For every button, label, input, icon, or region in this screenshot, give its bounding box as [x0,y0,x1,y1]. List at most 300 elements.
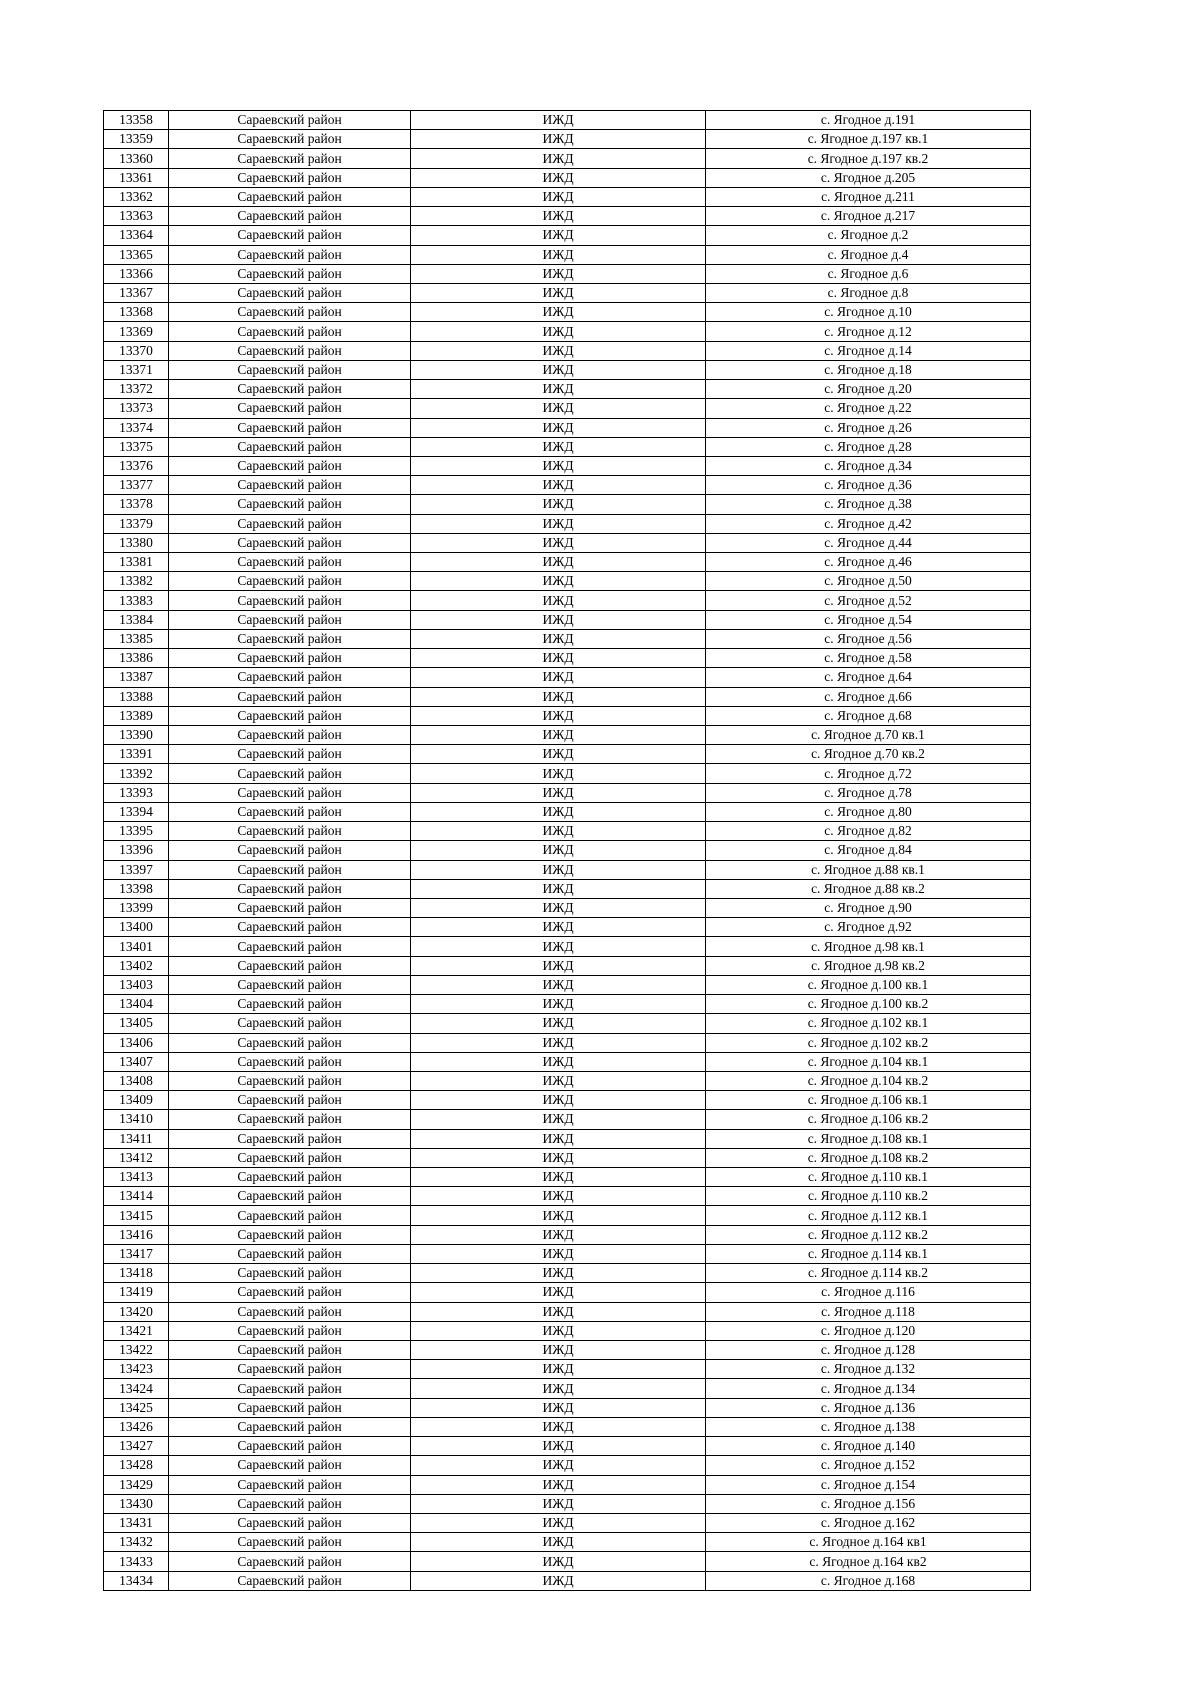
building-type-cell: ИЖД [411,1341,706,1360]
district-cell: Сараевский район [169,264,411,283]
district-cell: Сараевский район [169,495,411,514]
table-row [104,649,1031,668]
address-cell: с. Ягодное д.132 [706,1360,1031,1379]
district-cell: Сараевский район [169,898,411,917]
record-number-cell: 13381 [104,553,169,572]
building-type-cell: ИЖД [411,399,706,418]
record-number-cell: 13409 [104,1091,169,1110]
building-type-cell: ИЖД [411,822,706,841]
address-cell: с. Ягодное д.118 [706,1302,1031,1321]
table-row [104,860,1031,879]
district-cell: Сараевский район [169,207,411,226]
building-type-cell: ИЖД [411,1187,706,1206]
district-cell: Сараевский район [169,187,411,206]
address-cell: с. Ягодное д.88 кв.2 [706,879,1031,898]
building-type-cell: ИЖД [411,687,706,706]
address-cell: с. Ягодное д.162 [706,1513,1031,1532]
record-number-cell: 13424 [104,1379,169,1398]
table-row [104,1168,1031,1187]
table-row [104,1321,1031,1340]
address-cell: с. Ягодное д.34 [706,456,1031,475]
district-cell: Сараевский район [169,1264,411,1283]
table-row [104,1148,1031,1167]
district-cell: Сараевский район [169,1341,411,1360]
district-cell: Сараевский район [169,956,411,975]
table-row [104,553,1031,572]
address-cell: с. Ягодное д.88 кв.1 [706,860,1031,879]
record-number-cell: 13429 [104,1475,169,1494]
address-cell: с. Ягодное д.102 кв.2 [706,1033,1031,1052]
table-row [104,437,1031,456]
table-row [104,1437,1031,1456]
district-cell: Сараевский район [169,476,411,495]
record-number-cell: 13427 [104,1437,169,1456]
registry-table [103,110,1031,1591]
building-type-cell: ИЖД [411,1168,706,1187]
address-cell: с. Ягодное д.112 кв.1 [706,1206,1031,1225]
building-type-cell: ИЖД [411,745,706,764]
address-cell: с. Ягодное д.128 [706,1341,1031,1360]
address-cell: с. Ягодное д.138 [706,1417,1031,1436]
table-row [104,1360,1031,1379]
district-cell: Сараевский район [169,918,411,937]
district-cell: Сараевский район [169,1475,411,1494]
district-cell: Сараевский район [169,1379,411,1398]
building-type-cell: ИЖД [411,187,706,206]
address-cell: с. Ягодное д.8 [706,283,1031,302]
building-type-cell: ИЖД [411,1244,706,1263]
table-row [104,1052,1031,1071]
district-cell: Сараевский район [169,1206,411,1225]
address-cell: с. Ягодное д.44 [706,533,1031,552]
address-cell: с. Ягодное д.108 кв.2 [706,1148,1031,1167]
record-number-cell: 13396 [104,841,169,860]
building-type-cell: ИЖД [411,322,706,341]
district-cell: Сараевский район [169,975,411,994]
district-cell: Сараевский район [169,745,411,764]
building-type-cell: ИЖД [411,726,706,745]
record-number-cell: 13414 [104,1187,169,1206]
address-cell: с. Ягодное д.152 [706,1456,1031,1475]
table-row [104,687,1031,706]
building-type-cell: ИЖД [411,1283,706,1302]
building-type-cell: ИЖД [411,553,706,572]
address-cell: с. Ягодное д.136 [706,1398,1031,1417]
table-row [104,226,1031,245]
district-cell: Сараевский район [169,437,411,456]
district-cell: Сараевский район [169,226,411,245]
table-row [104,264,1031,283]
record-number-cell: 13387 [104,668,169,687]
district-cell: Сараевский район [169,553,411,572]
address-cell: с. Ягодное д.66 [706,687,1031,706]
table-row [104,456,1031,475]
district-cell: Сараевский район [169,995,411,1014]
address-cell: с. Ягодное д.84 [706,841,1031,860]
table-row [104,1033,1031,1052]
record-number-cell: 13397 [104,860,169,879]
building-type-cell: ИЖД [411,283,706,302]
table-row [104,918,1031,937]
record-number-cell: 13378 [104,495,169,514]
address-cell: с. Ягодное д.4 [706,245,1031,264]
address-cell: с. Ягодное д.164 кв2 [706,1552,1031,1571]
district-cell: Сараевский район [169,668,411,687]
registry-table-body [104,111,1031,1591]
record-number-cell: 13375 [104,437,169,456]
table-row [104,764,1031,783]
building-type-cell: ИЖД [411,380,706,399]
building-type-cell: ИЖД [411,1417,706,1436]
address-cell: с. Ягодное д.110 кв.2 [706,1187,1031,1206]
address-cell: с. Ягодное д.38 [706,495,1031,514]
district-cell: Сараевский район [169,1071,411,1090]
building-type-cell: ИЖД [411,245,706,264]
table-row [104,418,1031,437]
record-number-cell: 13431 [104,1513,169,1532]
building-type-cell: ИЖД [411,995,706,1014]
table-row [104,1206,1031,1225]
building-type-cell: ИЖД [411,1456,706,1475]
record-number-cell: 13403 [104,975,169,994]
building-type-cell: ИЖД [411,533,706,552]
record-number-cell: 13411 [104,1129,169,1148]
record-number-cell: 13426 [104,1417,169,1436]
building-type-cell: ИЖД [411,418,706,437]
address-cell: с. Ягодное д.68 [706,706,1031,725]
district-cell: Сараевский район [169,1244,411,1263]
record-number-cell: 13410 [104,1110,169,1129]
record-number-cell: 13407 [104,1052,169,1071]
building-type-cell: ИЖД [411,572,706,591]
record-number-cell: 13380 [104,533,169,552]
record-number-cell: 13412 [104,1148,169,1167]
address-cell: с. Ягодное д.18 [706,360,1031,379]
address-cell: с. Ягодное д.100 кв.2 [706,995,1031,1014]
table-row [104,937,1031,956]
record-number-cell: 13417 [104,1244,169,1263]
district-cell: Сараевский район [169,1571,411,1590]
record-number-cell: 13368 [104,303,169,322]
building-type-cell: ИЖД [411,360,706,379]
district-cell: Сараевский район [169,841,411,860]
building-type-cell: ИЖД [411,168,706,187]
table-row [104,245,1031,264]
district-cell: Сараевский район [169,1302,411,1321]
table-row [104,1014,1031,1033]
building-type-cell: ИЖД [411,437,706,456]
district-cell: Сараевский район [169,937,411,956]
table-row [104,187,1031,206]
address-cell: с. Ягодное д.56 [706,629,1031,648]
district-cell: Сараевский район [169,1168,411,1187]
record-number-cell: 13377 [104,476,169,495]
address-cell: с. Ягодное д.72 [706,764,1031,783]
record-number-cell: 13382 [104,572,169,591]
district-cell: Сараевский район [169,860,411,879]
building-type-cell: ИЖД [411,1360,706,1379]
district-cell: Сараевский район [169,322,411,341]
table-row [104,898,1031,917]
record-number-cell: 13391 [104,745,169,764]
table-row [104,1283,1031,1302]
address-cell: с. Ягодное д.46 [706,553,1031,572]
record-number-cell: 13365 [104,245,169,264]
record-number-cell: 13398 [104,879,169,898]
building-type-cell: ИЖД [411,956,706,975]
record-number-cell: 13369 [104,322,169,341]
building-type-cell: ИЖД [411,1552,706,1571]
table-row [104,822,1031,841]
district-cell: Сараевский район [169,610,411,629]
table-row [104,1302,1031,1321]
table-row [104,380,1031,399]
record-number-cell: 13366 [104,264,169,283]
record-number-cell: 13359 [104,130,169,149]
address-cell: с. Ягодное д.80 [706,802,1031,821]
table-row [104,706,1031,725]
table-row [104,130,1031,149]
record-number-cell: 13384 [104,610,169,629]
district-cell: Сараевский район [169,764,411,783]
address-cell: с. Ягодное д.6 [706,264,1031,283]
table-row [104,1456,1031,1475]
record-number-cell: 13371 [104,360,169,379]
record-number-cell: 13401 [104,937,169,956]
building-type-cell: ИЖД [411,1302,706,1321]
address-cell: с. Ягодное д.26 [706,418,1031,437]
building-type-cell: ИЖД [411,1129,706,1148]
address-cell: с. Ягодное д.92 [706,918,1031,937]
district-cell: Сараевский район [169,879,411,898]
table-row [104,283,1031,302]
district-cell: Сараевский район [169,1360,411,1379]
address-cell: с. Ягодное д.120 [706,1321,1031,1340]
record-number-cell: 13362 [104,187,169,206]
building-type-cell: ИЖД [411,1475,706,1494]
record-number-cell: 13415 [104,1206,169,1225]
record-number-cell: 13423 [104,1360,169,1379]
address-cell: с. Ягодное д.52 [706,591,1031,610]
record-number-cell: 13400 [104,918,169,937]
district-cell: Сараевский район [169,783,411,802]
address-cell: с. Ягодное д.112 кв.2 [706,1225,1031,1244]
record-number-cell: 13393 [104,783,169,802]
district-cell: Сараевский район [169,572,411,591]
address-cell: с. Ягодное д.197 кв.2 [706,149,1031,168]
address-cell: с. Ягодное д.12 [706,322,1031,341]
district-cell: Сараевский район [169,245,411,264]
district-cell: Сараевский район [169,1494,411,1513]
district-cell: Сараевский район [169,514,411,533]
district-cell: Сараевский район [169,802,411,821]
table-row [104,783,1031,802]
table-row [104,1225,1031,1244]
address-cell: с. Ягодное д.114 кв.2 [706,1264,1031,1283]
address-cell: с. Ягодное д.28 [706,437,1031,456]
address-cell: с. Ягодное д.217 [706,207,1031,226]
district-cell: Сараевский район [169,1187,411,1206]
record-number-cell: 13392 [104,764,169,783]
building-type-cell: ИЖД [411,1014,706,1033]
table-row [104,1091,1031,1110]
table-row [104,629,1031,648]
table-row [104,495,1031,514]
building-type-cell: ИЖД [411,1110,706,1129]
table-row [104,610,1031,629]
address-cell: с. Ягодное д.58 [706,649,1031,668]
table-row [104,360,1031,379]
district-cell: Сараевский район [169,380,411,399]
record-number-cell: 13389 [104,706,169,725]
district-cell: Сараевский район [169,399,411,418]
address-cell: с. Ягодное д.205 [706,168,1031,187]
address-cell: с. Ягодное д.78 [706,783,1031,802]
district-cell: Сараевский район [169,822,411,841]
record-number-cell: 13374 [104,418,169,437]
building-type-cell: ИЖД [411,207,706,226]
district-cell: Сараевский район [169,149,411,168]
table-row [104,207,1031,226]
table-row [104,591,1031,610]
address-cell: с. Ягодное д.36 [706,476,1031,495]
building-type-cell: ИЖД [411,495,706,514]
record-number-cell: 13433 [104,1552,169,1571]
address-cell: с. Ягодное д.104 кв.2 [706,1071,1031,1090]
building-type-cell: ИЖД [411,898,706,917]
district-cell: Сараевский район [169,341,411,360]
address-cell: с. Ягодное д.140 [706,1437,1031,1456]
record-number-cell: 13421 [104,1321,169,1340]
building-type-cell: ИЖД [411,1379,706,1398]
address-cell: с. Ягодное д.90 [706,898,1031,917]
record-number-cell: 13364 [104,226,169,245]
building-type-cell: ИЖД [411,591,706,610]
district-cell: Сараевский район [169,130,411,149]
district-cell: Сараевский район [169,1456,411,1475]
record-number-cell: 13418 [104,1264,169,1283]
address-cell: с. Ягодное д.164 кв1 [706,1533,1031,1552]
district-cell: Сараевский район [169,1052,411,1071]
record-number-cell: 13425 [104,1398,169,1417]
building-type-cell: ИЖД [411,149,706,168]
district-cell: Сараевский район [169,111,411,130]
record-number-cell: 13385 [104,629,169,648]
address-cell: с. Ягодное д.211 [706,187,1031,206]
address-cell: с. Ягодное д.154 [706,1475,1031,1494]
district-cell: Сараевский район [169,1033,411,1052]
table-row [104,303,1031,322]
address-cell: с. Ягодное д.54 [706,610,1031,629]
table-row [104,668,1031,687]
building-type-cell: ИЖД [411,783,706,802]
building-type-cell: ИЖД [411,264,706,283]
building-type-cell: ИЖД [411,1225,706,1244]
record-number-cell: 13405 [104,1014,169,1033]
table-row [104,956,1031,975]
record-number-cell: 13376 [104,456,169,475]
building-type-cell: ИЖД [411,476,706,495]
district-cell: Сараевский район [169,1091,411,1110]
address-cell: с. Ягодное д.64 [706,668,1031,687]
table-row [104,841,1031,860]
table-row [104,1341,1031,1360]
address-cell: с. Ягодное д.168 [706,1571,1031,1590]
table-row [104,745,1031,764]
address-cell: с. Ягодное д.70 кв.1 [706,726,1031,745]
building-type-cell: ИЖД [411,937,706,956]
table-row [104,802,1031,821]
building-type-cell: ИЖД [411,1264,706,1283]
table-row [104,1379,1031,1398]
district-cell: Сараевский район [169,649,411,668]
district-cell: Сараевский район [169,1552,411,1571]
building-type-cell: ИЖД [411,1533,706,1552]
address-cell: с. Ягодное д.108 кв.1 [706,1129,1031,1148]
district-cell: Сараевский район [169,1417,411,1436]
table-row [104,111,1031,130]
building-type-cell: ИЖД [411,879,706,898]
table-row [104,1571,1031,1590]
district-cell: Сараевский район [169,1014,411,1033]
address-cell: с. Ягодное д.42 [706,514,1031,533]
table-row [104,1533,1031,1552]
table-row [104,399,1031,418]
record-number-cell: 13399 [104,898,169,917]
record-number-cell: 13383 [104,591,169,610]
district-cell: Сараевский район [169,418,411,437]
table-row [104,533,1031,552]
address-cell: с. Ягодное д.20 [706,380,1031,399]
record-number-cell: 13419 [104,1283,169,1302]
district-cell: Сараевский район [169,1110,411,1129]
table-row [104,322,1031,341]
record-number-cell: 13390 [104,726,169,745]
record-number-cell: 13406 [104,1033,169,1052]
building-type-cell: ИЖД [411,1513,706,1532]
address-cell: с. Ягодное д.50 [706,572,1031,591]
building-type-cell: ИЖД [411,918,706,937]
address-cell: с. Ягодное д.114 кв.1 [706,1244,1031,1263]
address-cell: с. Ягодное д.82 [706,822,1031,841]
district-cell: Сараевский район [169,303,411,322]
record-number-cell: 13372 [104,380,169,399]
record-number-cell: 13432 [104,1533,169,1552]
address-cell: с. Ягодное д.106 кв.1 [706,1091,1031,1110]
record-number-cell: 13388 [104,687,169,706]
record-number-cell: 13430 [104,1494,169,1513]
building-type-cell: ИЖД [411,610,706,629]
building-type-cell: ИЖД [411,629,706,648]
address-cell: с. Ягодное д.100 кв.1 [706,975,1031,994]
record-number-cell: 13367 [104,283,169,302]
record-number-cell: 13416 [104,1225,169,1244]
table-row [104,1417,1031,1436]
record-number-cell: 13402 [104,956,169,975]
district-cell: Сараевский район [169,1225,411,1244]
table-row [104,572,1031,591]
district-cell: Сараевский район [169,1533,411,1552]
building-type-cell: ИЖД [411,841,706,860]
building-type-cell: ИЖД [411,860,706,879]
address-cell: с. Ягодное д.116 [706,1283,1031,1302]
building-type-cell: ИЖД [411,649,706,668]
table-row [104,1494,1031,1513]
record-number-cell: 13395 [104,822,169,841]
table-row [104,1129,1031,1148]
building-type-cell: ИЖД [411,1571,706,1590]
address-cell: с. Ягодное д.134 [706,1379,1031,1398]
